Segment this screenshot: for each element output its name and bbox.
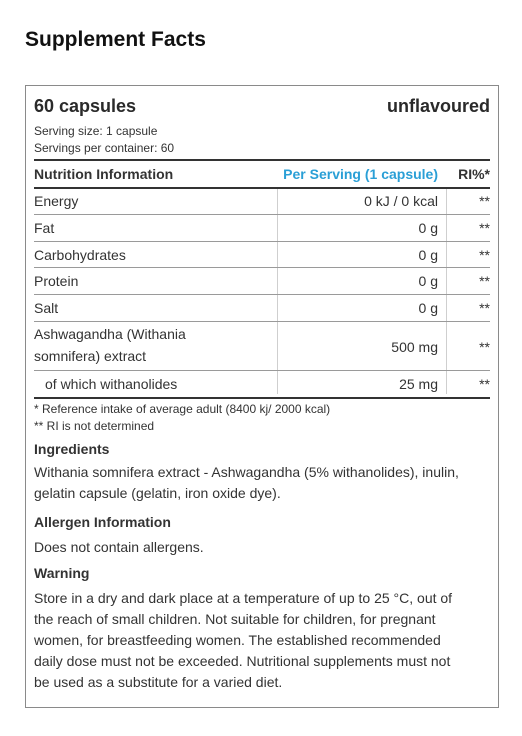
row-ri: ** <box>479 273 490 289</box>
row-value: 0 g <box>418 273 438 289</box>
table-header-nutrition: Nutrition Information <box>34 166 174 182</box>
capsule-count: 60 capsules <box>34 96 137 116</box>
warning-text <box>34 588 490 693</box>
serving-size: Serving size: 1 capsule <box>34 124 158 138</box>
ingredients-line: gelatin capsule (gelatin, iron oxide dye). <box>34 485 281 501</box>
row-name: Carbohydrates <box>34 247 126 263</box>
flavour-label: unflavoured <box>386 96 490 116</box>
footnote-ri-not-determined: ** RI is not determined <box>34 419 155 433</box>
row-divider <box>34 321 490 322</box>
row-name: Protein <box>34 273 79 289</box>
row-ri: ** <box>479 339 490 355</box>
warning-line: daily dose must not be exceeded. Nutritional supplements must not <box>34 653 451 669</box>
row-name: Energy <box>34 193 79 209</box>
row-name: of which withanolides <box>45 376 178 392</box>
divider-thick <box>34 159 490 161</box>
ingredients-text <box>34 462 490 504</box>
row-divider <box>34 294 490 295</box>
page-title: Supplement Facts <box>25 28 206 51</box>
table-header-ri: RI%* <box>458 166 490 182</box>
row-ri: ** <box>479 193 490 209</box>
row-divider <box>34 241 490 242</box>
supplement-facts-panel <box>25 85 499 708</box>
servings-per-container: Servings per container: 60 <box>34 141 175 155</box>
row-value: 0 g <box>418 247 438 263</box>
ingredients-title: Ingredients <box>34 441 110 457</box>
warning-line: the reach of small children. Not suitable for children, for pregnant <box>34 611 436 627</box>
column-divider <box>277 189 278 394</box>
row-name: Fat <box>34 220 55 236</box>
warning-title: Warning <box>34 565 90 581</box>
row-divider <box>34 267 490 268</box>
row-value: 0 g <box>418 300 438 316</box>
column-divider <box>446 189 447 394</box>
row-name: Salt <box>34 300 59 316</box>
row-ri: ** <box>479 300 490 316</box>
row-ri: ** <box>479 247 490 263</box>
row-name: somnifera) extract <box>34 348 147 364</box>
row-ri: ** <box>479 220 490 236</box>
row-value: 0 kJ / 0 kcal <box>364 193 438 209</box>
row-ri: ** <box>479 376 490 392</box>
allergen-text: Does not contain allergens. <box>34 539 204 555</box>
product-header <box>34 96 490 120</box>
row-value: 500 mg <box>391 339 438 355</box>
divider-thick <box>34 397 490 399</box>
row-name: Ashwagandha (Withania <box>34 326 186 342</box>
table-header-per-serving: Per Serving (1 capsule) <box>283 166 438 182</box>
allergen-title: Allergen Information <box>34 514 171 530</box>
row-value: 25 mg <box>399 376 438 392</box>
ingredients-line: Withania somnifera extract - Ashwagandha (5% withanolides), inulin, <box>34 464 459 480</box>
divider-thick <box>34 187 490 189</box>
warning-line: women, for breastfeeding women. The established recommended <box>34 632 441 648</box>
footnote-reference-intake: * Reference intake of average adult (8400 kj/ 2000 kcal) <box>34 402 331 416</box>
row-divider <box>34 370 490 371</box>
warning-line: be used as a substitute for a varied diet. <box>34 674 283 690</box>
row-value: 0 g <box>418 220 438 236</box>
warning-line: Store in a dry and dark place at a temperature of up to 25 °C, out of <box>34 590 453 606</box>
row-divider <box>34 214 490 215</box>
